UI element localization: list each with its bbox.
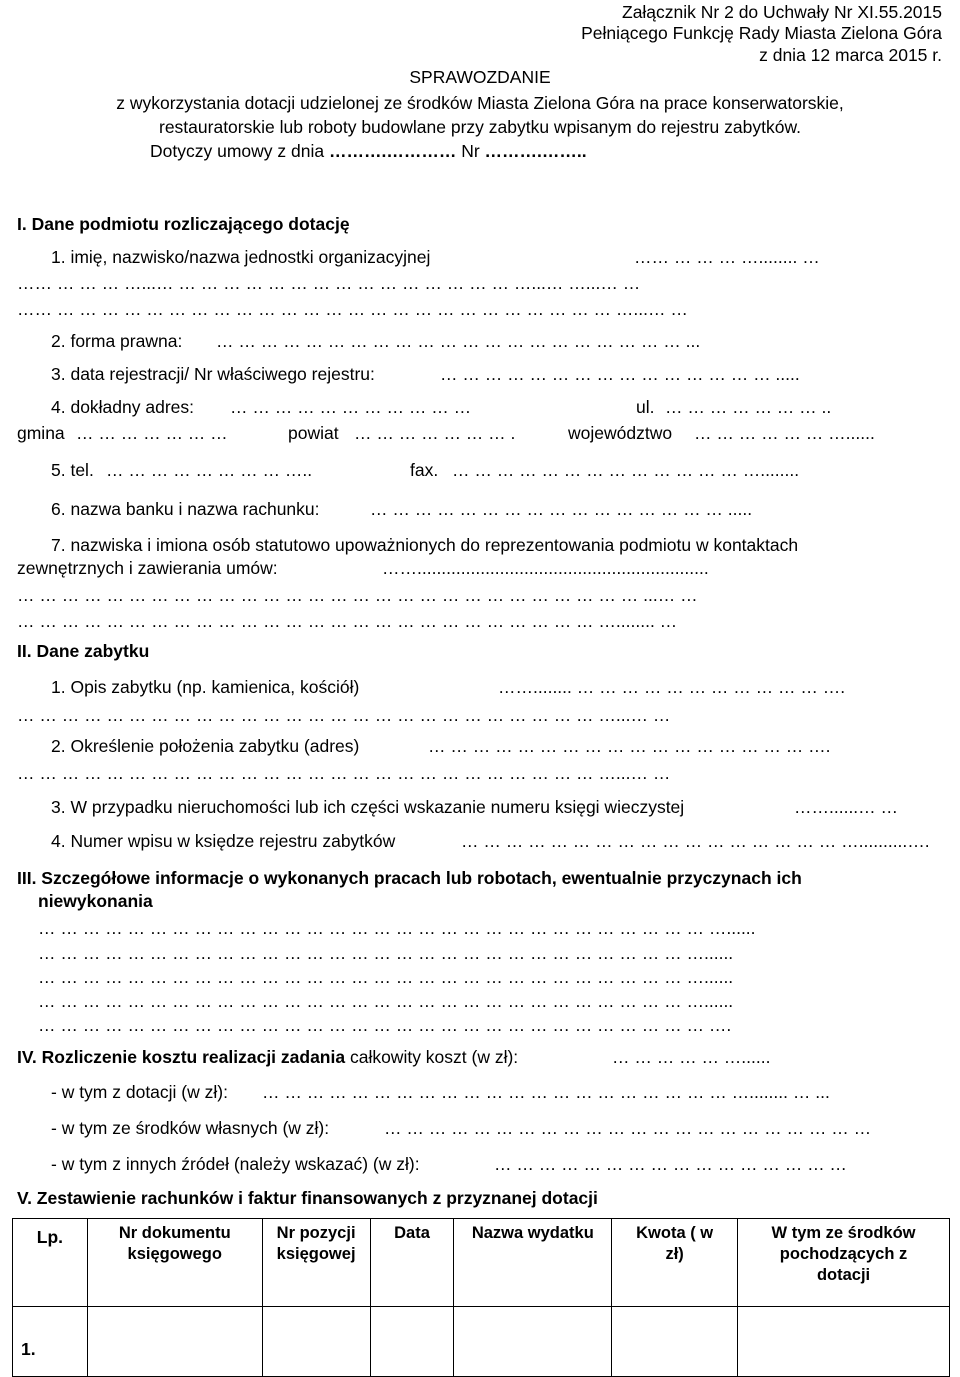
- monument-description-fill-line2[interactable]: … … … … … … … … … … … … … … … … … … … … … … … … … … …...… …: [17, 705, 671, 725]
- other-sources-fill[interactable]: … … … … … … … … … … … … … … … …: [494, 1154, 847, 1174]
- report-subtitle-line1: z wykorzystania dotacji udzielonej ze środków Miasta Zielona Góra na prace konserwatorskie,: [116, 93, 844, 113]
- report-title: SPRAWOZDANIE: [409, 67, 551, 87]
- works-details-line[interactable]: … … … … … … … … … … … … … … … … … … … … … … … … … … … … … …......: [38, 967, 734, 987]
- resolution-date: z dnia 12 marca 2015 r.: [759, 45, 942, 65]
- section-3-heading-cont: niewykonania: [38, 891, 153, 911]
- column-header-document-number: Nr dokumentu księgowego: [87, 1219, 262, 1307]
- works-details-line[interactable]: … … … … … … … … … … … … … … … … … … … … … … … … … … … … … … ….: [38, 1015, 732, 1035]
- section-4-heading-row: [17, 1046, 518, 1068]
- table-header-row: [13, 1219, 950, 1307]
- column-header-date: Data: [370, 1219, 454, 1307]
- resolution-reference: Załącznik Nr 2 do Uchwały Nr XI.55.2015: [622, 2, 942, 22]
- row-amount-cell[interactable]: [612, 1307, 738, 1377]
- row-position-number-cell[interactable]: [262, 1307, 370, 1377]
- field-5-phone-fill[interactable]: … … … … … … … … …..: [106, 460, 313, 480]
- field-4-street-fill[interactable]: … … … … … … … ..: [665, 397, 832, 417]
- field-5-fax-label: fax.: [410, 460, 439, 480]
- issuing-authority: Pełniącego Funkcję Rady Miasta Zielona Góra: [581, 23, 942, 43]
- field-7-fill-line3[interactable]: … … … … … … … … … … … … … … … … … … … … … … … … … … …........ …: [17, 611, 678, 631]
- field-5-phone-label: 5. tel.: [51, 460, 94, 480]
- monument-location-fill[interactable]: … … … … … … … … … … … … … … … … … ….: [428, 736, 831, 756]
- works-details-line[interactable]: … … … … … … … … … … … … … … … … … … … … … … … … … … … … … … …......: [38, 918, 756, 938]
- column-header-amount: Kwota ( w zł): [612, 1219, 738, 1307]
- field-1-fill-line3[interactable]: …… … … … … … … … … … … … … … … … … … … … … … … … … … …...… …: [17, 299, 688, 319]
- column-header-expense-name: Nazwa wydatku: [454, 1219, 612, 1307]
- section-3-heading: III. Szczegółowe informacje o wykonanych pracach lub robotach, ewentualnie przyczynach ich: [17, 868, 802, 888]
- table-row: [13, 1307, 950, 1377]
- register-entry-label: 4. Numer wpisu w księdze rejestru zabytków: [51, 831, 396, 851]
- field-4-address-label: 4. dokładny adres:: [51, 397, 195, 417]
- field-4-voivodeship-label: województwo: [568, 423, 673, 443]
- field-1-fill[interactable]: …… … … … …........ …: [634, 247, 820, 267]
- field-6-fill[interactable]: … … … … … … … … … … … … … … … … .....: [370, 499, 753, 519]
- column-header-lp: Lp.: [13, 1219, 88, 1307]
- agreement-number-label: Nr: [456, 141, 485, 161]
- field-4-gmina-label: gmina: [17, 423, 65, 443]
- column-header-subsidy-part: W tym ze środków pochodzących z dotacji: [738, 1219, 950, 1307]
- field-2-fill[interactable]: … … … … … … … … … … … … … … … … … … … … … ...: [216, 331, 701, 351]
- field-7-label-cont: zewnętrznych i zawierania umów:: [17, 558, 278, 578]
- other-sources-label: - w tym z innych źródeł (należy wskazać) (w zł):: [51, 1154, 420, 1174]
- field-3-label: 3. data rejestracji/ Nr właściwego rejestru:: [51, 364, 375, 384]
- monument-location-label: 2. Określenie położenia zabytku (adres): [51, 736, 360, 756]
- field-6-label: 6. nazwa banku i nazwa rachunku:: [51, 499, 320, 519]
- section-1-heading: I. Dane podmiotu rozliczającego dotację: [17, 214, 350, 234]
- field-7-fill[interactable]: ……............................................................: [382, 558, 709, 578]
- field-4-powiat-label: powiat: [288, 423, 339, 443]
- works-details-line[interactable]: … … … … … … … … … … … … … … … … … … … … … … … … … … … … … …......: [38, 943, 734, 963]
- section-2-heading: II. Dane zabytku: [17, 641, 150, 661]
- works-details-line[interactable]: … … … … … … … … … … … … … … … … … … … … … … … … … … … … … …......: [38, 991, 734, 1011]
- total-cost-label: całkowity koszt (w zł):: [345, 1047, 519, 1067]
- field-4-voivodeship-fill[interactable]: … … … … … … …......: [694, 423, 875, 443]
- own-funds-fill[interactable]: … … … … … … … … … … … … … … … … … … … … … …: [384, 1118, 872, 1138]
- monument-description-fill[interactable]: ……........ … … … … … … … … … … … ….: [498, 677, 846, 697]
- agreement-reference: [150, 140, 587, 162]
- row-lp: 1.: [13, 1307, 88, 1377]
- own-funds-label: - w tym ze środków własnych (w zł):: [51, 1118, 330, 1138]
- agreement-date-field[interactable]: ……….…………: [328, 141, 457, 161]
- section-5-heading: V. Zestawienie rachunków i faktur finansowanych z przyznanej dotacji: [17, 1188, 598, 1208]
- field-4-address-fill[interactable]: … … … … … … … … … … …: [230, 397, 472, 417]
- row-expense-name-cell[interactable]: [454, 1307, 612, 1377]
- land-register-label: 3. W przypadku nieruchomości lub ich części wskazanie numeru księgi wieczystej: [51, 797, 685, 817]
- total-cost-fill[interactable]: … … … … … …......: [612, 1047, 771, 1067]
- subsidy-amount-label: - w tym z dotacji (w zł):: [51, 1082, 228, 1102]
- column-header-position-number: Nr pozycji księgowej: [262, 1219, 370, 1307]
- row-subsidy-part-cell[interactable]: [738, 1307, 950, 1377]
- field-2-label: 2. forma prawna:: [51, 331, 183, 351]
- field-7-label: 7. nazwiska i imiona osób statutowo upoważnionych do reprezentowania podmiotu w kontaktach: [51, 535, 799, 555]
- field-4-gmina-fill[interactable]: … … … … … … …: [76, 423, 228, 443]
- field-7-fill-line2[interactable]: … … … … … … … … … … … … … … … … … … … … … … … … … … … … ...… …: [17, 585, 698, 605]
- invoices-table: [12, 1218, 950, 1377]
- subsidy-amount-fill[interactable]: … … … … … … … … … … … … … … … … … … … … … …........ … ...: [262, 1082, 830, 1102]
- monument-description-label: 1. Opis zabytku (np. kamienica, kościół): [51, 677, 360, 697]
- field-1-label: 1. imię, nazwisko/nazwa jednostki organizacyjnej: [51, 247, 431, 267]
- register-entry-fill[interactable]: … … … … … … … … … … … … … … … … … …..........….: [461, 831, 930, 851]
- field-4-street-label: ul.: [636, 397, 655, 417]
- land-register-fill[interactable]: ……......… …: [794, 797, 899, 817]
- monument-location-fill-line2[interactable]: … … … … … … … … … … … … … … … … … … … … … … … … … … …...… …: [17, 763, 671, 783]
- section-4-heading: IV. Rozliczenie kosztu realizacji zadania: [17, 1047, 346, 1067]
- row-document-number-cell[interactable]: [87, 1307, 262, 1377]
- field-4-powiat-fill[interactable]: … … … … … … … .: [354, 423, 516, 443]
- agreement-label: Dotyczy umowy z dnia: [150, 141, 329, 161]
- field-3-fill[interactable]: … … … … … … … … … … … … … … … .....: [440, 364, 800, 384]
- agreement-number-field[interactable]: ……….……..: [484, 141, 587, 161]
- field-1-fill-line2[interactable]: …… … … … …...… … … … … … … … … … … … … … … … …...… …...… …: [17, 273, 641, 293]
- report-subtitle-line2: restauratorskie lub roboty budowlane przy zabytku wpisanym do rejestru zabytków.: [159, 117, 801, 137]
- field-5-fax-fill[interactable]: … … … … … … … … … … … … … …........: [452, 460, 800, 480]
- row-date-cell[interactable]: [370, 1307, 454, 1377]
